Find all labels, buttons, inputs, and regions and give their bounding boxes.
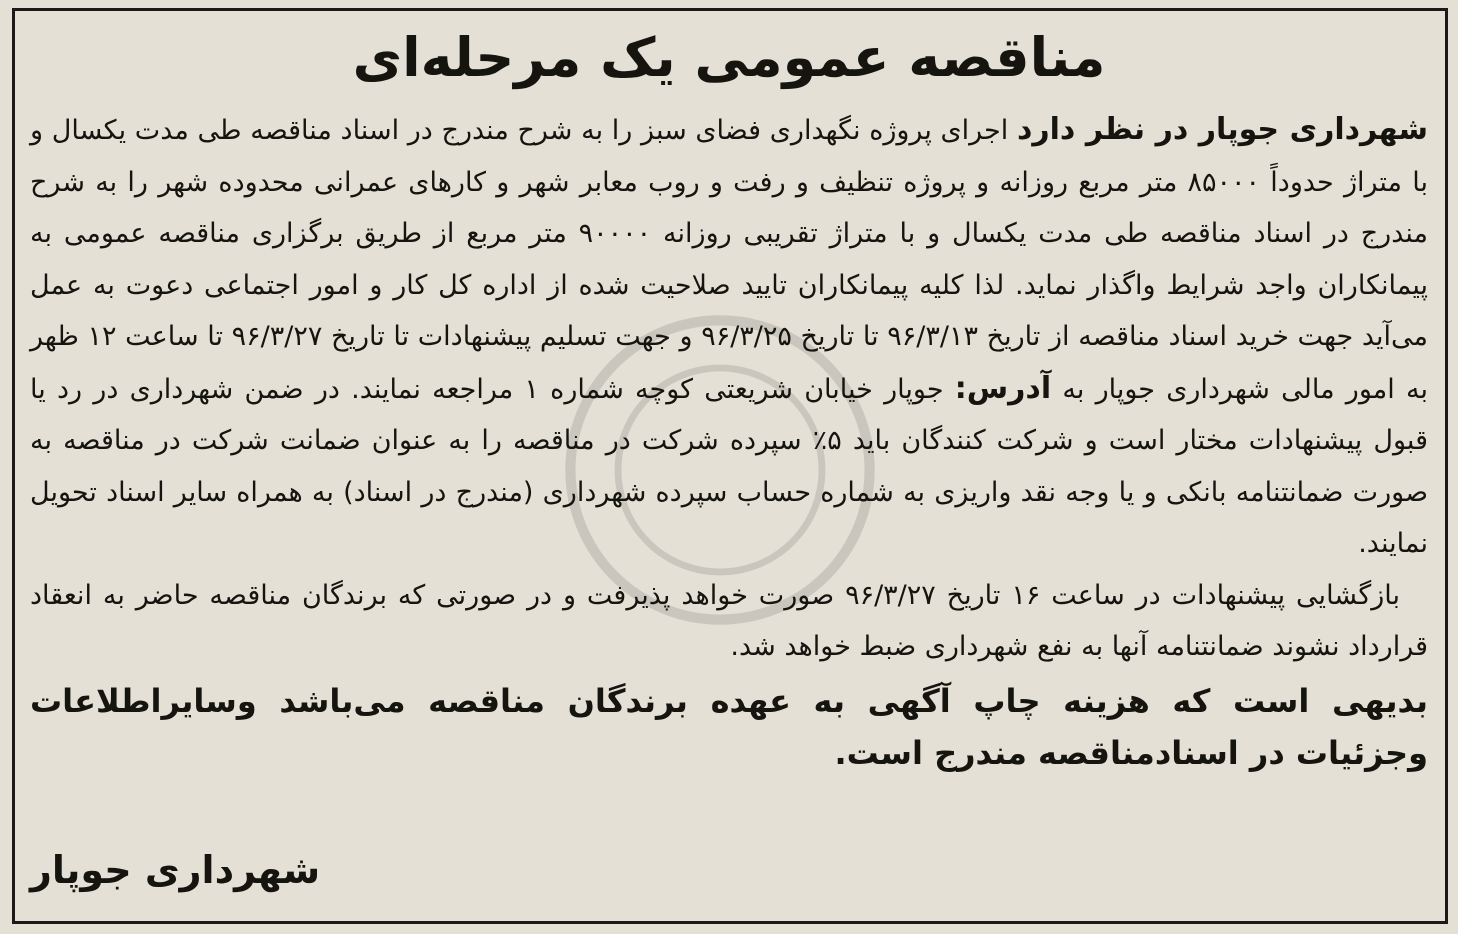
opening-paragraph: بازگشایی پیشنهادات در ساعت ۱۶ تاریخ ۹۶/۳/۲۷ صورت خواهد پذیرفت و در صورتی که برندگان مناقصه حاضر به انعقاد قرارداد نشوند ضمانتنامه آنها به نفع شهرداری ضبط خواهد شد. [30,579,1428,662]
notice-lead: شهرداری جوپار در نظر دارد [1016,112,1428,147]
address-label: آدرس: [954,370,1052,406]
closing-paragraph: بدیهی است که هزینه چاپ آگهی به عهده برندگان مناقصه می‌باشد وسایراطلاعات وجزئیات در اسنادمناقصه مندرج است. [30,681,1428,772]
signature: شهرداری جوپار [30,848,321,892]
notice-main-paragraph [30,104,1428,570]
notice-title: مناقصه عمومی یک مرحله‌ای [352,26,1106,89]
notice-content [30,20,1428,779]
notice-body-text: اجرای پروژه نگهداری فضای سبز را به شرح مندرج در اسناد مناقصه طی مدت یکسال و با متراژ حدوداً ۸۵۰۰۰ متر مربع روزانه و پروژه تنظیف و رفت و روب معابر شهر و کارهای عمرانی محدوده شهر را به شرح مندرج در اسناد مناقصه طی مدت یکسال و با متراژ تقریبی روزانه ۹۰۰۰۰ متر مربع از طریق برگزاری مناقصه عمومی به پیمانکاران واجد شرایط واگذار نماید. لذا کلیه پیمانکاران تایید صلاحیت شده از اداره کل کار و امور اجتماعی دعوت به عمل می‌آید جهت خرید اسناد مناقصه از تاریخ ۹۶/۳/۱۳ تا تاریخ ۹۶/۳/۲۵ و جهت تسلیم پیشنهادات تا تاریخ ۹۶/۳/۲۷ تا ساعت ۱۲ ظهر به امور مالی شهرداری جوپار به [30,115,1429,405]
address-text: جوپار خیابان شریعتی کوچه شماره ۱ مراجعه نمایند. در ضمن شهرداری در رد یا قبول پیشنهادات مختار است و شرکت کنندگان باید ۵٪ سپرده شرکت در مناقصه را به عنوان ضمانت شرکت در مناقصه به صورت ضمانتنامه بانکی و یا وجه نقد واریزی به شماره حساب سپرده شهرداری (مندرج در اسناد) به همراه سایر اسناد تحویل نمایند. [30,373,1428,559]
